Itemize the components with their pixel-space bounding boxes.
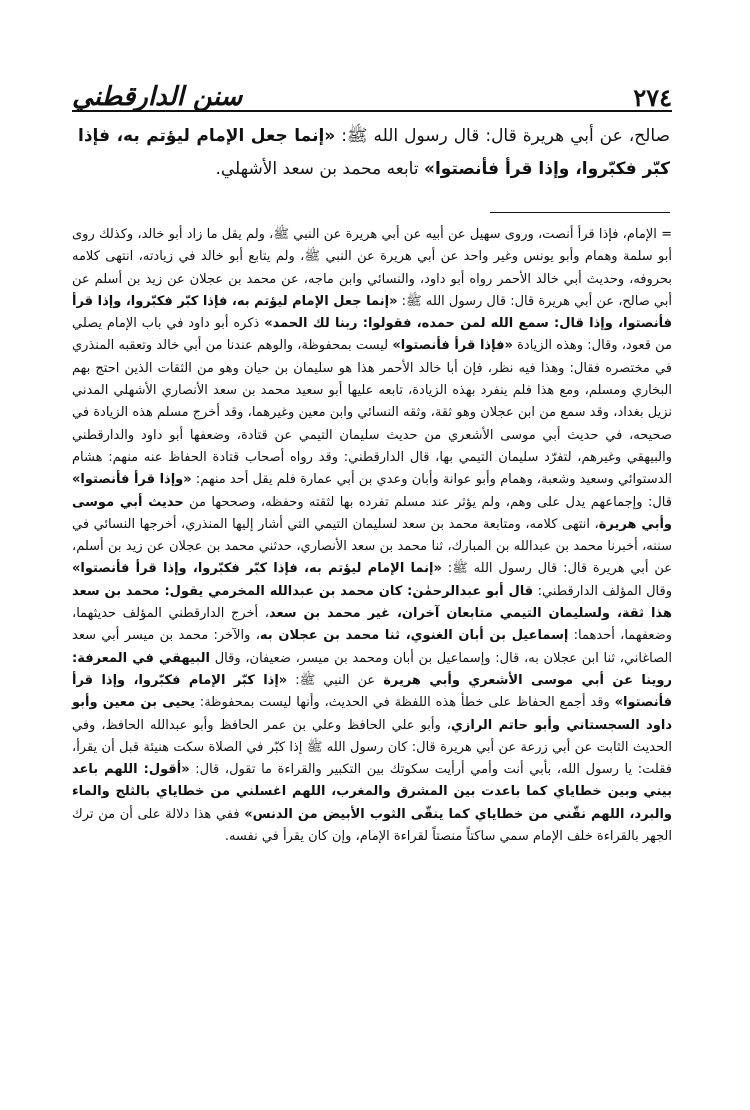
text-segment: عن النبي ﷺ: [287,672,384,688]
bold-text-segment: «إنما جعل الإمام ليؤتم به، فإذا كبّر فكبّروا، وإذا قرأ فأنصتوا، وإذا قال: سمع الله لمن حمده، فقولوا: ربنا لك الحمد» [72,293,673,332]
text-segment: قال: وإجماعهم يدل على وهم، ولم يؤثر عند مسلم تفرده بها لثقته وحفظه، وصححها من [183,494,672,510]
bold-text-segment: «إنما الإمام ليؤتم به، فإذا كبّر فكبّروا، وإذا قرأ فأنصتوا» [72,561,442,577]
text-segment: ، والآخر: محمد بن ميسر أبي سعد الصاغاني، ثنا ابن عجلان به، قال: وإسماعيل بن أبان ومحمد بن ميسر، ضعيفان، وقال [72,628,672,666]
bold-text-segment: «وإذا قرأ فأنصتوا» [72,472,192,488]
page-number: ٢٧٤ [633,83,672,112]
text-segment: ففي هذا دلالة على أن من ترك الجهر بالقراءة خلف الإمام سمي ساكتاً منصتاً لقراءة الإمام، وإن كان يقرأ في نفسه. [72,806,672,845]
text-segment: وقد أجمع الحفاظ على خطأ هذه اللفظة في الحديث، وأنها ليست بمحفوظة: [194,695,615,711]
bold-text-segment: «إنما جعل الإمام ليؤتم به، فإذا كبّر فكبّروا، وإذا قرأ فأنصتوا» [78,126,670,179]
main-text [78,120,670,186]
bold-text-segment: «أقول: اللهم باعد بيني وبين خطاياي كما باعدت بين المشرق والمغرب، اللهم اغسلني من خطاياي بالثلج والماء والبرد، اللهم نقّني من خطاياي كما ينقّى الثوب الأبيض من الدنس» [72,762,672,822]
footnote-text [72,224,672,848]
bold-text-segment: يحيى بن معين وأبو داود السجستاني وأبو حاتم الرازي [72,695,672,733]
bold-text-segment: «إذا كبّر الإمام فكبّروا، وإذا قرأ فأنصتوا» [72,672,673,711]
text-segment: ، انتهى كلامه، ومتابعة محمد بن سعد لسليمان التيمي التي أشار إليها المنذري، أخرجها النسائي في سننه، أخبرنا محمد بن عبدالله بن المبارك، ثنا محمد بن سعد الأنصاري، حدثني محمد بن عجلان عن زيد بن أسلم، عن أبي هريرة قال: قال رسول الله ﷺ: [72,516,672,577]
text-segment: صالح، عن أبي هريرة قال: قال رسول الله ﷺ: [335,126,670,146]
bold-text-segment: إسماعيل بن أبان الغنوي، ثنا محمد بن عجلان به [259,628,569,644]
bold-text-segment: قال أبو عبدالرحمٰن: كان محمد بن عبدالله المخرمي يقول: محمد بن سعد هذا ثقة، ولسليمان التيمي متابعان آخران، غير محمد بن سعد [72,583,672,622]
text-segment: = الإمام، فإذا قرأ أنصت، وروى سهيل عن أبيه عن أبي هريرة عن النبي ﷺ، ولم يقل ما زاد أبو خالد، وكذلك روى أبو سلمة وهمام وأبو يونس وغير واحد عن أبي هريرة عن النبي ﷺ، ولم يتابع أبو خالد في زيادته، انتهى كلامه بحروفه، وحديث أبي خالد الأحمر رواه أبو داود، والنسائي وابن ماجه، عن محمد بن عجلان عن زيد بن أسلم عن أبي صالح، عن أبي هريرة قال: قال رسول الله ﷺ: [72,227,672,309]
text-segment: ، وأبو علي الحافظ وعلي بن عمر الحافظ وأبو عبدالله الحافظ، وفي الحديث الثابت عن أبي زرعة عن أبي هريرة قال: كان رسول الله ﷺ إذا كبّر في الصلاة سكت هنيئة قبل أن يقرأ، فقلت: يا رسول الله، بأبي أنت وأمي أرأيت سكوتك بين التكبير والقراءة ما تقول، قال: [72,717,672,778]
text-segment: وقال المؤلف الدارقطني: [533,583,672,599]
bold-text-segment: حديث أبي موسى وأبي هريرة [72,494,672,532]
text-segment: ذكره أبو داود في باب الإمام يصلي من قعود، وقال: وهذه الزيادة [72,316,672,354]
text-segment: تابعه محمد بن سعد الأشهلي. [215,159,424,179]
header-rule [72,110,672,112]
text-segment: ، أخرج الدارقطني المؤلف حديثهما، وضعفهما، أحدهما: [72,606,672,644]
running-title: سنن الدارقطني [72,82,243,112]
bold-text-segment: البيهقي في المعرفة: روينا عن أبي موسى الأشعري وأبي هريرة [72,650,672,688]
text-segment: ليست بمحفوظة، والوهم عندنا من أبي خالد وتعقبه المنذري في مختصره فقال: وهذا فيه نظر، فإن أبا خالد الأحمر هذا هو سليمان بن حيان وهو من الثقات الذين احتج بهم البخاري ومسلم، ومع هذا فلم ينفرد بهذه الزيادة، تابعه عليها أبو سعيد محمد بن سعد الأنصاري الأشهلي المدني نزيل بغداد، وقد سمع من ابن عجلان وهو ثقة، وثقه النسائي وابن معين وغيرهما، وقد أخرج مسلم هذه الزيادة في صحيحه، في حديث أبي موسى الأشعري من حديث سليمان التيمي عن قتادة، وضعفها أبو داود والدارقطني والبيهقي وغيرهم، لتفرّد سليمان التيمي بها، قال الدارقطني: وقد رواه أصحاب قتادة الحفاظ عنه منهم: هشام الدستوائي وسعيد وشعبة، وهمام وأبو عوانة وأبان وعدي بن أبي عمارة فلم يقل أحد منهم: [72,338,672,488]
page-header [72,66,672,110]
footnote-separator [490,212,670,213]
bold-text-segment: «فإذا قرأ فأنصتوا» [392,338,513,354]
